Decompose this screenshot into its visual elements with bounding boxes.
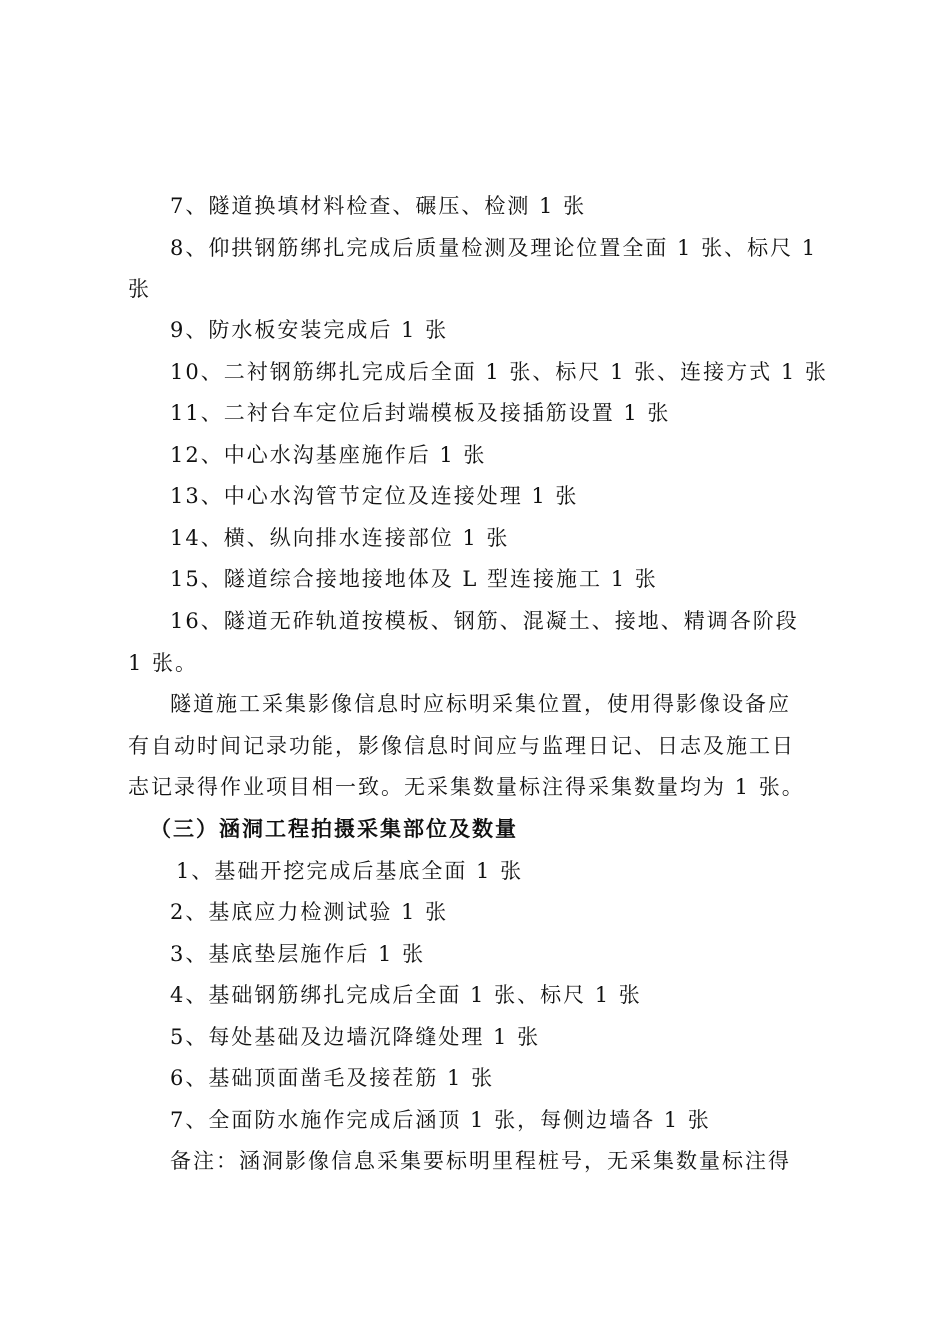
list-item: 5、每处基础及边墙沉降缝处理 1 张	[170, 1025, 541, 1049]
note-paragraph-line: 备注：涵洞影像信息采集要标明里程桩号，无采集数量标注得	[170, 1149, 791, 1173]
section-heading: （三）涵洞工程拍摄采集部位及数量	[150, 817, 518, 841]
list-item: 6、基础顶面凿毛及接茬筋 1 张	[170, 1066, 495, 1090]
list-item: 7、全面防水施作完成后涵顶 1 张，每侧边墙各 1 张	[170, 1108, 711, 1132]
list-item: 13、中心水沟管节定位及连接处理 1 张	[170, 484, 579, 508]
list-item-continuation: 张	[128, 277, 151, 301]
note-paragraph-line: 有自动时间记录功能，影像信息时间应与监理日记、日志及施工日	[128, 734, 795, 758]
list-item: 16、隧道无砟轨道按模板、钢筋、混凝土、接地、精调各阶段	[170, 609, 799, 633]
list-item: 11、二衬台车定位后封端模板及接插筋设置 1 张	[170, 401, 671, 425]
list-item: 8、仰拱钢筋绑扎完成后质量检测及理论位置全面 1 张、标尺 1	[170, 236, 818, 260]
list-item: 2、基底应力检测试验 1 张	[170, 900, 449, 924]
list-item: 3、基底垫层施作后 1 张	[170, 942, 426, 966]
list-item: 12、中心水沟基座施作后 1 张	[170, 443, 487, 467]
list-item: 15、隧道综合接地接地体及 L 型连接施工 1 张	[170, 567, 658, 591]
list-item: 9、防水板安装完成后 1 张	[170, 318, 449, 342]
list-item: 4、基础钢筋绑扎完成后全面 1 张、标尺 1 张	[170, 983, 642, 1007]
list-item: 10、二衬钢筋绑扎完成后全面 1 张、标尺 1 张、连接方式 1 张	[170, 360, 828, 384]
note-paragraph-line: 志记录得作业项目相一致。无采集数量标注得采集数量均为 1 张。	[128, 775, 805, 799]
list-item: 1、基础开挖完成后基底全面 1 张	[176, 859, 524, 883]
note-paragraph-line: 隧道施工采集影像信息时应标明采集位置，使用得影像设备应	[170, 692, 791, 716]
list-item-continuation: 1 张。	[128, 651, 199, 675]
list-item: 7、隧道换填材料检查、碾压、检测 1 张	[170, 194, 587, 218]
list-item: 14、横、纵向排水连接部位 1 张	[170, 526, 510, 550]
